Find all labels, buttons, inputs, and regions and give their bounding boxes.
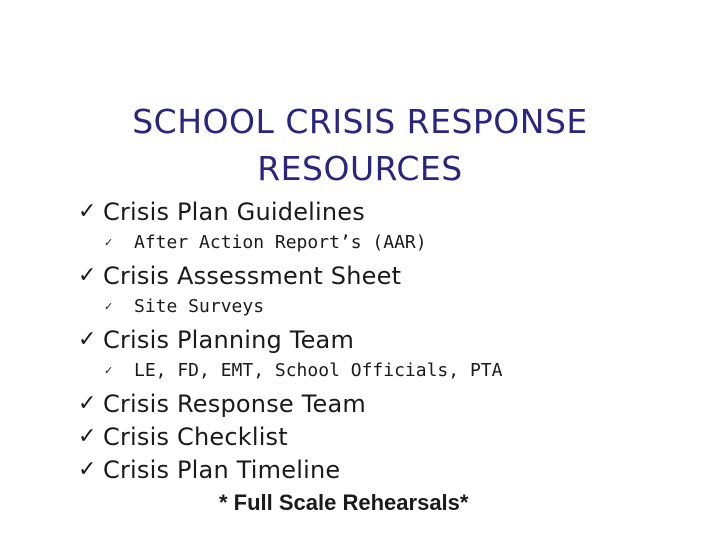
bullet-text: Crisis Response Team: [103, 389, 366, 418]
bullet-crisis-plan-guidelines: [78, 195, 698, 228]
bullet-text: Crisis Planning Team: [103, 325, 355, 354]
checkmark-icon: ✓: [78, 263, 97, 288]
bullet-crisis-checklist: [78, 420, 698, 453]
bullet-crisis-response-team: [78, 387, 698, 420]
bullet-crisis-planning-team: [78, 323, 698, 356]
checkmark-icon: ✓: [78, 199, 97, 224]
sub-bullet-team-members: [78, 356, 698, 385]
bullet-text: Crisis Checklist: [103, 422, 288, 451]
small-checkmark-icon: ✓: [104, 300, 114, 313]
small-checkmark-icon: ✓: [104, 236, 114, 249]
bullet-text: Crisis Plan Timeline: [103, 455, 341, 484]
title-line-2: RESOURCES: [257, 149, 463, 188]
bullet-text: Crisis Plan Guidelines: [103, 197, 365, 226]
checkmark-icon: ✓: [78, 391, 97, 416]
sub-bullet-text: After Action Report’s (AAR): [134, 232, 427, 253]
bullet-crisis-plan-timeline: [78, 453, 698, 486]
sub-bullet-after-action-reports: [78, 228, 698, 257]
bullet-list: [78, 195, 698, 516]
title-line-1: SCHOOL CRISIS RESPONSE: [132, 102, 588, 141]
full-scale-rehearsals-note: * Full Scale Rehearsals*: [219, 490, 469, 515]
checkmark-icon: ✓: [78, 327, 97, 352]
small-checkmark-icon: ✓: [104, 364, 114, 377]
sub-bullet-site-surveys: [78, 292, 698, 321]
slide-title: [60, 98, 660, 192]
bullet-text: Crisis Assessment Sheet: [103, 261, 402, 290]
checkmark-icon: ✓: [78, 424, 97, 449]
checkmark-icon: ✓: [78, 457, 97, 482]
sub-bullet-text: Site Surveys: [134, 296, 265, 317]
bullet-crisis-assessment-sheet: [78, 259, 698, 292]
sub-bullet-text: LE, FD, EMT, School Officials, PTA: [134, 360, 503, 381]
